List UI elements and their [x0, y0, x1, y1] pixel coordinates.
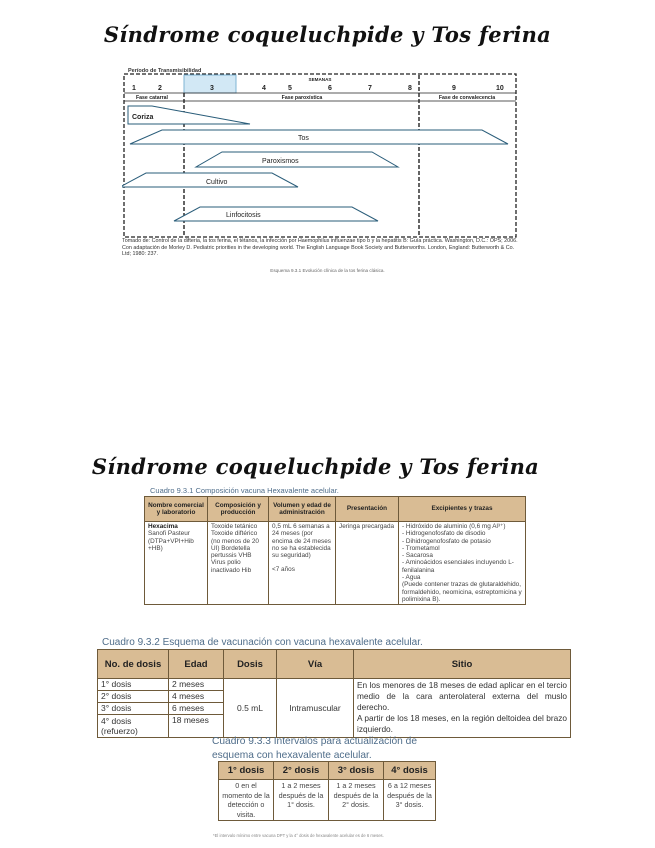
table1-caption: Cuadro 9.3.1 Composición vacuna Hexavalente acelular.: [150, 486, 339, 495]
t1-cell-composition: Toxoide tetánico Toxoide diftérico (no menos de 20 UI) Bordetella pertussis VHB Virus polio inactivado Hib: [208, 522, 269, 605]
bar-linfocitosis-label: Linfocitosis: [226, 212, 261, 219]
t2-dose-cell: 3° dosis: [98, 703, 169, 715]
phase-paroxysmal: Fase paroxística: [281, 95, 323, 101]
t3-header-dose-4: 4° dosis: [384, 762, 436, 780]
t2-age-cell: 4 meses: [169, 691, 224, 703]
t3-header-dose-1: 1° dosis: [219, 762, 274, 780]
week-number-1: 1: [132, 85, 136, 92]
phase-convalescence: Fase de convalecencia: [438, 95, 496, 101]
weeks-label: SEMANAS: [308, 77, 332, 82]
week-number-6: 6: [328, 85, 332, 92]
bar-linfocitosis: [174, 207, 378, 221]
t1-brand-lab: Sanofi Pasteur (DTPa+VPI+Hib +HB): [148, 530, 194, 552]
week-number-9: 9: [452, 85, 456, 92]
timeline-caption: Esquema 9.3.1 Evolución clínica de la tos ferina clásica.: [270, 268, 385, 273]
t3-cell-dose-4: 6 a 12 meses después de la 3° dosis.: [384, 780, 436, 821]
t1-excipient-line: - Dihidrogenofosfato de potasio: [402, 537, 491, 545]
catch-up-intervals-table: [218, 761, 436, 821]
t1-header-excipients: Excipientes y trazas: [399, 497, 526, 522]
week-number-8: 8: [408, 85, 412, 92]
t2-dose-cell: 1° dosis: [98, 679, 169, 691]
t2-header-age: Edad: [169, 650, 224, 679]
week-number-2: 2: [158, 85, 162, 92]
t2-site-text-1: En los menores de 18 meses de edad aplicar en el tercio medio de la cara anterolateral externa del muslo derecho.: [357, 680, 567, 712]
t2-age-cell: 6 meses: [169, 703, 224, 715]
t1-excipient-line: (Puede contener trazas de glutaraldehido, formaldehido, neomicina, estreptomicina y polimixina B).: [402, 581, 522, 603]
page-title-bottom: Síndrome coqueluchpide y Tos ferina: [91, 454, 540, 479]
timeline-source-note: Tomado de: Control de la difteria, la tos ferina, el tétanos, la infección por Haemophilus influenzae tipo b y la hepatitis B: Guía práctica. Washington, D.C.: OPS; 2006. Con adaptación de Morley D. Pediatric priorities in the developing world. The English Language Book Society and Butterworths. London, England: Butterworth & Co. Ltd; 1980: 237.: [122, 238, 518, 258]
t1-cell-excipients: [399, 522, 526, 605]
t1-brand-name: Hexacima: [148, 523, 178, 530]
t1-excipient-line: - Trometamol: [402, 544, 440, 552]
period-label: Período de Transmisibilidad: [128, 68, 202, 74]
t2-dosage-cell: 0.5 mL: [224, 679, 277, 738]
t1-cell-brand: [145, 522, 208, 605]
bar-tos-label: Tos: [298, 135, 309, 142]
t2-site-text-2: A partir de los 18 meses, en la región deltoidea del brazo izquierdo.: [357, 713, 567, 734]
t2-site-cell: [354, 679, 571, 738]
bar-tos: [130, 130, 508, 144]
t1-header-presentation: Presentación: [336, 497, 399, 522]
week-number-3: 3: [210, 85, 214, 92]
t2-age-cell: 18 meses: [169, 715, 224, 738]
t2-header-site: Sitio: [354, 650, 571, 679]
table2-caption: Cuadro 9.3.2 Esquema de vacunación con vacuna hexavalente acelular.: [102, 637, 423, 648]
table3-footnote: *El intervalo mínimo entre vacuna DPT y la 4° dosis de hexavalente acelular es de 6 meses.: [213, 833, 384, 838]
t1-excipient-line: - Sacarosa: [402, 552, 433, 560]
pertussis-timeline-diagram: [122, 66, 520, 238]
t2-route-cell: Intramuscular: [277, 679, 354, 738]
t1-header-volume: Volumen y edad de administración: [269, 497, 336, 522]
week-number-7: 7: [368, 85, 372, 92]
vaccine-composition-table: [144, 496, 526, 605]
table3-caption: Cuadro 9.3.3 Intervalos para actualización de esquema con hexavalente acelular.: [212, 736, 418, 761]
t2-header-dosage: Dosis: [224, 650, 277, 679]
bar-coriza-label: Coriza: [132, 114, 154, 121]
t2-age-cell: 2 meses: [169, 679, 224, 691]
t3-header-dose-2: 2° dosis: [274, 762, 329, 780]
t1-header-brand: Nombre comercial y laboratorio: [145, 497, 208, 522]
t2-header-route: Vía: [277, 650, 354, 679]
t1-excipient-line: - Hidrogenofosfato de disodio: [402, 530, 486, 538]
t1-excipient-line: - Hidróxido de aluminio (0,6 mg Al³⁺): [402, 523, 506, 530]
t1-excipient-line: - Agua: [402, 574, 421, 582]
phase-catarrhal: Fase catarral: [135, 95, 169, 101]
t1-header-composition: Composición y producción: [208, 497, 269, 522]
t3-cell-dose-1: 0 en el momento de la detección o visita.: [219, 780, 274, 821]
bar-cultivo-label: Cultivo: [206, 179, 228, 186]
page-title-top: Síndrome coqueluchpide y Tos ferina: [103, 22, 552, 47]
t2-dose-cell: 2° dosis: [98, 691, 169, 703]
t1-cell-presentation: Jeringa precargada: [336, 522, 399, 605]
t3-cell-dose-2: 1 a 2 meses después de la 1° dosis.: [274, 780, 329, 821]
t2-header-dose-number: No. de dosis: [98, 650, 169, 679]
t1-cell-volume: [269, 522, 336, 605]
vaccination-schedule-table: [97, 649, 571, 738]
bar-paroxismos-label: Paroxismos: [262, 158, 299, 165]
t3-cell-dose-3: 1 a 2 meses después de la 2° dosis.: [329, 780, 384, 821]
t1-excipient-line: - Aminoácidos esenciales incluyendo L-fenilalanina: [402, 559, 514, 574]
t1-volume-note: <7 años: [272, 566, 295, 574]
week-number-4: 4: [262, 85, 266, 92]
week-number-10: 10: [496, 85, 504, 92]
t2-dose-cell: 4° dosis (refuerzo): [98, 715, 169, 738]
week-number-5: 5: [288, 85, 292, 92]
t1-volume-text: 0,5 mL 6 semanas a 24 meses (por encima de 24 meses no se ha establecida su seguridad): [272, 523, 331, 560]
t3-header-dose-3: 3° dosis: [329, 762, 384, 780]
